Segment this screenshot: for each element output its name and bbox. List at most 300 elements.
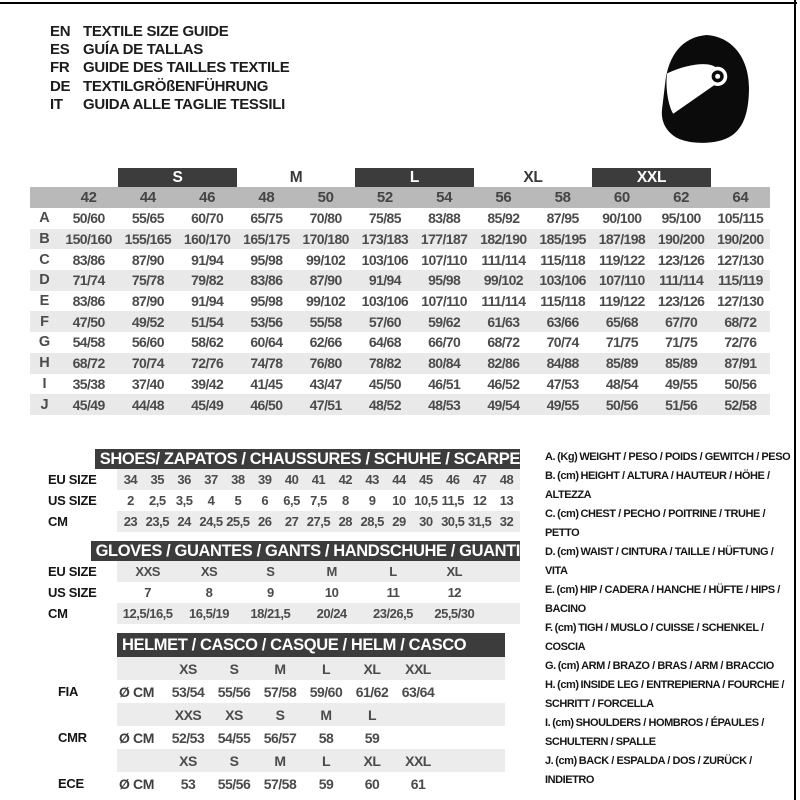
language-code: IT bbox=[50, 96, 63, 114]
sub-header-row bbox=[48, 541, 520, 561]
measurement-cell: 103/106 bbox=[361, 293, 409, 310]
row-letter: C bbox=[39, 251, 50, 268]
legend-item bbox=[545, 676, 795, 714]
language-code: ES bbox=[50, 41, 70, 59]
measurement-cell: 182/190 bbox=[480, 231, 527, 248]
value-cell: 28 bbox=[338, 514, 353, 529]
value-cell: 11,5 bbox=[441, 493, 465, 508]
measurement-cell: 165/175 bbox=[243, 231, 290, 248]
value-cell: 5 bbox=[234, 493, 242, 508]
measurement-cell: 185/195 bbox=[539, 231, 586, 248]
row-label-spacer bbox=[30, 187, 59, 208]
legend-unit: (cm) bbox=[552, 717, 574, 729]
value-cell: 7 bbox=[144, 585, 152, 600]
helmet-values bbox=[117, 680, 505, 703]
legend-key: F. bbox=[545, 622, 553, 634]
measurement-cell: 51/56 bbox=[665, 396, 698, 413]
measurement-row bbox=[30, 208, 770, 229]
measurement-cell: 87/90 bbox=[309, 272, 342, 289]
measurement-row bbox=[30, 249, 770, 270]
measurement-cell: 83/88 bbox=[428, 210, 461, 227]
legend-key: H. bbox=[545, 679, 556, 691]
measurement-cell: 64/68 bbox=[368, 334, 401, 351]
measurement-cell: 46/50 bbox=[250, 396, 283, 413]
size-header-cell: 56 bbox=[495, 189, 512, 206]
measurement-cell: 72/76 bbox=[191, 355, 224, 372]
helmet-size-cell: S bbox=[229, 752, 239, 769]
sub-data-row bbox=[48, 561, 520, 582]
measurement-row bbox=[30, 311, 770, 332]
measurement-row bbox=[30, 291, 770, 312]
helmet-data-row bbox=[40, 726, 505, 749]
measurement-legend bbox=[545, 448, 795, 790]
value-cell: 8 bbox=[341, 493, 349, 508]
measurement-cell: 50/56 bbox=[724, 375, 757, 392]
measurement-cell: 187/198 bbox=[598, 231, 646, 248]
value-cell: 2,5 bbox=[149, 493, 166, 508]
measurement-cell: 46/52 bbox=[487, 375, 520, 392]
value-cell: 38 bbox=[231, 472, 245, 487]
measurement-cell: 111/114 bbox=[481, 293, 526, 310]
measurement-cell: 60/70 bbox=[191, 210, 224, 227]
legend-unit: (cm) bbox=[557, 679, 579, 691]
measurement-cell: 78/82 bbox=[368, 355, 401, 372]
measurement-cell: 68/72 bbox=[724, 313, 757, 330]
value-cell: 3,5 bbox=[175, 493, 193, 508]
legend-text: INSIDE LEG / ENTREPIERNA / FOURCHE / SCHRITT / FORCELLA bbox=[545, 679, 784, 710]
value-cell: 18/21,5 bbox=[250, 606, 291, 621]
legend-item bbox=[545, 543, 795, 581]
standard-cmr-label: CMR bbox=[58, 730, 87, 745]
size-group-spacer bbox=[711, 168, 770, 187]
measurement-cell: 49/55 bbox=[665, 375, 698, 392]
legend-text: BACK / ESPALDA / DOS / ZURÜCK / INDIETRO bbox=[545, 755, 752, 786]
value-cell: 23,5 bbox=[145, 514, 169, 529]
measurement-cell: 190/200 bbox=[717, 231, 764, 248]
value-cell: 32 bbox=[499, 514, 514, 529]
unit-spacer bbox=[117, 703, 165, 726]
measurement-cell: 111/114 bbox=[481, 251, 526, 268]
measurement-row bbox=[30, 332, 770, 353]
measurement-cell: 173/183 bbox=[361, 231, 409, 248]
legend-key: J. bbox=[545, 755, 554, 767]
sub-row-values bbox=[117, 469, 520, 490]
measurement-cell: 65/75 bbox=[250, 210, 283, 227]
sub-data-row bbox=[48, 490, 520, 511]
measurement-cell: 70/80 bbox=[309, 210, 342, 227]
legend-unit: (cm) bbox=[557, 660, 580, 672]
measurement-cell: 70/74 bbox=[546, 334, 579, 351]
legend-text: HEIGHT / ALTURA / HAUTEUR / HÖHE / ALTEZZA bbox=[545, 470, 770, 501]
diameter-unit-label: Ø CM bbox=[119, 683, 154, 700]
value-cell: 23/26,5 bbox=[373, 606, 413, 621]
measurement-cell: 67/70 bbox=[665, 313, 698, 330]
row-letter: D bbox=[39, 272, 50, 289]
unit-spacer bbox=[117, 657, 165, 680]
value-cell: 12 bbox=[447, 585, 462, 600]
helmet-size-cell: L bbox=[321, 660, 331, 677]
row-letter: F bbox=[40, 313, 49, 330]
value-cell: 46 bbox=[446, 472, 460, 487]
size-header-cell: 48 bbox=[258, 189, 275, 206]
measurement-cell: 170/180 bbox=[302, 231, 349, 248]
legend-item bbox=[545, 448, 795, 467]
sub-data-row bbox=[48, 469, 520, 490]
legend-unit: (cm) bbox=[554, 622, 577, 634]
guide-title: GUIDE DES TAILLES TEXTILE bbox=[83, 59, 290, 77]
legend-text: CHEST / PECHO / POITRINE / TRUHE / PETTO bbox=[545, 508, 766, 539]
legend-text: WEIGHT / PESO / POIDS / GEWITCH / PESO bbox=[579, 451, 791, 463]
legend-text: TIGH / MUSLO / CUISSE / SCHENKEL / COSCIA bbox=[545, 622, 764, 653]
helmet-title: HELMET / CASCO / CASQUE / HELM / CASCO bbox=[117, 633, 505, 657]
value-cell: 47 bbox=[472, 472, 487, 487]
size-group-xxl: XXL bbox=[592, 168, 711, 187]
helmet-sizes bbox=[117, 703, 505, 726]
language-row bbox=[50, 59, 289, 77]
helmet-values bbox=[117, 726, 505, 749]
legend-text: HIP / CADERA / HANCHE / HÜFTE / HIPS / BACINO bbox=[545, 584, 780, 615]
legend-key: A. bbox=[545, 451, 556, 463]
measurement-cell: 115/119 bbox=[717, 272, 763, 289]
measurement-cell: 82/86 bbox=[487, 355, 520, 372]
measurement-cell: 91/94 bbox=[191, 251, 224, 268]
measurement-cell: 39/42 bbox=[191, 375, 224, 392]
helmet-size-cell: S bbox=[229, 660, 239, 677]
measurement-cell: 75/85 bbox=[368, 210, 401, 227]
legend-unit: (cm) bbox=[555, 755, 577, 767]
value-cell: 48 bbox=[499, 472, 514, 487]
measurement-cell: 111/114 bbox=[659, 272, 704, 289]
measurement-cell: 150/160 bbox=[65, 231, 112, 248]
value-cell: L bbox=[389, 564, 397, 579]
helmet-size-cell: M bbox=[274, 660, 286, 677]
measurement-cell: 48/54 bbox=[605, 375, 638, 392]
row-letter: B bbox=[39, 231, 50, 248]
measurement-cell: 87/95 bbox=[546, 210, 579, 227]
value-cell: 41 bbox=[311, 472, 326, 487]
measurement-cell: 123/126 bbox=[657, 251, 705, 268]
measurement-cell: 49/52 bbox=[131, 313, 164, 330]
sub-row-label: CM bbox=[48, 606, 68, 621]
helmet-value-cell: 60 bbox=[364, 775, 380, 792]
sub-data-row bbox=[48, 582, 520, 603]
measurement-cell: 37/40 bbox=[131, 375, 164, 392]
value-cell: 29 bbox=[392, 514, 406, 529]
value-cell: 8 bbox=[205, 585, 213, 600]
sub-row-values bbox=[117, 603, 520, 624]
sub-row-label: EU SIZE bbox=[48, 564, 97, 579]
value-cell: 9 bbox=[368, 493, 376, 508]
measurement-row bbox=[30, 270, 770, 291]
value-cell: 34 bbox=[123, 472, 138, 487]
measurement-cell: 127/130 bbox=[717, 251, 764, 268]
value-cell: 20/24 bbox=[316, 606, 347, 621]
value-cell: 24,5 bbox=[199, 514, 223, 529]
size-group-header-row bbox=[59, 168, 770, 187]
measurement-cell: 48/52 bbox=[368, 396, 401, 413]
measurement-cell: 87/90 bbox=[131, 251, 164, 268]
value-cell: 12,5/16,5 bbox=[122, 606, 173, 621]
sub-row-label: CM bbox=[48, 514, 68, 529]
measurement-cell: 61/63 bbox=[487, 313, 520, 330]
value-cell: 37 bbox=[204, 472, 218, 487]
legend-unit: (cm) bbox=[557, 508, 579, 520]
value-cell: 10 bbox=[324, 585, 339, 600]
value-cell: 35 bbox=[150, 472, 165, 487]
value-cell: 39 bbox=[257, 472, 272, 487]
measurement-cell: 52/58 bbox=[724, 396, 757, 413]
legend-unit: (cm) bbox=[557, 546, 579, 558]
helmet-value-cell: 54/55 bbox=[217, 729, 251, 746]
helmet-value-cell: 53/54 bbox=[171, 683, 205, 700]
measurement-cell: 155/165 bbox=[124, 231, 172, 248]
sub-label-spacer bbox=[48, 449, 95, 469]
measurement-cell: 45/49 bbox=[72, 396, 105, 413]
size-header-cell: 42 bbox=[80, 189, 97, 206]
helmet-sizes bbox=[117, 657, 505, 680]
value-cell: 30 bbox=[419, 514, 433, 529]
measurement-cell: 107/110 bbox=[599, 272, 645, 289]
textile-table-body bbox=[30, 208, 770, 415]
language-code: EN bbox=[50, 22, 71, 40]
helmet-size-cell: XL bbox=[363, 752, 381, 769]
language-code: FR bbox=[50, 59, 70, 77]
value-cell: 45 bbox=[419, 472, 433, 487]
guide-title: TEXTILGRÖßENFÜHRUNG bbox=[83, 77, 269, 95]
row-letter: J bbox=[40, 396, 49, 413]
measurement-cell: 90/100 bbox=[602, 210, 642, 227]
legend-item bbox=[545, 657, 795, 676]
legend-item bbox=[545, 505, 795, 543]
helmet-value-cell: 55/56 bbox=[217, 775, 251, 792]
measurement-cell: 53/56 bbox=[250, 313, 283, 330]
value-cell: 24 bbox=[177, 514, 191, 529]
value-cell: 13 bbox=[499, 493, 514, 508]
measurement-cell: 45/49 bbox=[191, 396, 224, 413]
value-cell: 6 bbox=[261, 493, 269, 508]
legend-unit: (cm) bbox=[556, 584, 578, 596]
language-row bbox=[50, 40, 289, 58]
value-cell: 27,5 bbox=[306, 514, 331, 529]
diameter-unit-label: Ø CM bbox=[119, 729, 154, 746]
measurement-cell: 107/110 bbox=[421, 293, 467, 310]
measurement-cell: 115/118 bbox=[540, 251, 586, 268]
measurement-cell: 75/78 bbox=[131, 272, 164, 289]
measurement-cell: 60/64 bbox=[250, 334, 283, 351]
legend-unit: (Kg) bbox=[557, 451, 578, 463]
shoes-size-table bbox=[48, 449, 520, 532]
sub-row-values bbox=[117, 490, 520, 511]
measurement-cell: 68/72 bbox=[487, 334, 520, 351]
legend-item bbox=[545, 752, 795, 790]
measurement-cell: 55/58 bbox=[309, 313, 342, 330]
value-cell: S bbox=[266, 564, 275, 579]
measurement-cell: 71/75 bbox=[605, 334, 638, 351]
helmet-size-row bbox=[40, 657, 505, 680]
standard-ece-label: ECE bbox=[58, 776, 84, 791]
measurement-cell: 47/50 bbox=[72, 313, 105, 330]
row-letter: E bbox=[39, 293, 50, 310]
measurement-cell: 35/38 bbox=[72, 375, 105, 392]
measurement-cell: 107/110 bbox=[421, 251, 467, 268]
measurement-cell: 71/74 bbox=[72, 272, 105, 289]
measurement-cell: 59/62 bbox=[428, 313, 461, 330]
legend-item bbox=[545, 714, 795, 752]
sub-data-row bbox=[48, 603, 520, 624]
measurement-cell: 50/56 bbox=[605, 396, 638, 413]
helmet-label-spacer bbox=[40, 633, 117, 657]
measurement-cell: 68/72 bbox=[72, 355, 105, 372]
sub-row-values bbox=[117, 561, 520, 582]
helmet-value-cell: 63/64 bbox=[401, 683, 435, 700]
helmet-size-cell: XXL bbox=[405, 660, 431, 677]
measurement-cell: 48/53 bbox=[428, 396, 461, 413]
measurement-cell: 123/126 bbox=[657, 293, 705, 310]
measurement-row bbox=[30, 353, 770, 374]
helmet-size-cell: XS bbox=[179, 752, 197, 769]
size-header-cell: 52 bbox=[376, 189, 393, 206]
legend-text: ARM / BRAZO / BRAS / ARM / BRACCIO bbox=[581, 660, 774, 672]
sub-data-row bbox=[48, 511, 520, 532]
value-cell: 36 bbox=[177, 472, 191, 487]
value-cell: 4 bbox=[207, 493, 215, 508]
value-cell: 23 bbox=[123, 514, 138, 529]
size-header-cell: 50 bbox=[317, 189, 334, 206]
helmet-size-cell: M bbox=[274, 752, 286, 769]
measurement-cell: 79/82 bbox=[191, 272, 224, 289]
helmet-size-table bbox=[40, 633, 505, 795]
measurement-cell: 95/98 bbox=[250, 293, 283, 310]
measurement-cell: 91/94 bbox=[191, 293, 224, 310]
size-header-cell: 46 bbox=[199, 189, 216, 206]
helmet-value-cell: 59 bbox=[318, 775, 334, 792]
language-title-list bbox=[50, 22, 289, 114]
measurement-cell: 47/53 bbox=[546, 375, 579, 392]
legend-key: G. bbox=[545, 660, 556, 672]
value-cell: 6,5 bbox=[283, 493, 300, 508]
legend-item bbox=[545, 467, 795, 505]
row-letter: A bbox=[39, 210, 50, 227]
measurement-cell: 91/94 bbox=[368, 272, 401, 289]
measurement-cell: 49/55 bbox=[546, 396, 579, 413]
language-code: DE bbox=[50, 77, 71, 95]
size-header-cell: 62 bbox=[673, 189, 690, 206]
value-cell: XXS bbox=[135, 564, 160, 579]
legend-key: C. bbox=[545, 508, 556, 520]
legend-item bbox=[545, 619, 795, 657]
measurement-cell: 45/50 bbox=[368, 375, 401, 392]
diameter-unit-label: Ø CM bbox=[119, 775, 154, 792]
value-cell: 40 bbox=[284, 472, 299, 487]
helmet-size-cell: XXL bbox=[405, 752, 431, 769]
value-cell: 10 bbox=[392, 493, 406, 508]
sub-row-values bbox=[117, 511, 520, 532]
measurement-cell: 41/45 bbox=[250, 375, 283, 392]
value-cell: 25,5 bbox=[226, 514, 250, 529]
measurement-cell: 44/48 bbox=[131, 396, 164, 413]
value-cell: 16,5/19 bbox=[189, 606, 229, 621]
helmet-value-cell: 52/53 bbox=[171, 729, 205, 746]
measurement-row bbox=[30, 394, 770, 415]
value-cell: 2 bbox=[127, 493, 134, 508]
sub-row-values bbox=[117, 582, 520, 603]
measurement-row bbox=[30, 229, 770, 250]
language-row bbox=[50, 96, 289, 114]
size-group-xl: XL bbox=[523, 168, 543, 186]
measurement-cell: 85/89 bbox=[605, 355, 638, 372]
value-cell: 9 bbox=[266, 585, 274, 600]
value-cell: 27 bbox=[284, 514, 299, 529]
measurement-cell: 66/70 bbox=[428, 334, 461, 351]
measurement-cell: 50/60 bbox=[72, 210, 105, 227]
measurement-cell: 99/102 bbox=[306, 251, 346, 268]
helmet-icon bbox=[652, 28, 751, 146]
helmet-size-cell: XS bbox=[225, 706, 243, 723]
size-header-cell: 64 bbox=[732, 189, 749, 206]
row-letter: G bbox=[38, 334, 51, 351]
size-group-s: S bbox=[118, 168, 237, 187]
unit-spacer bbox=[117, 749, 165, 772]
measurement-cell: 49/54 bbox=[487, 396, 520, 413]
helmet-size-row bbox=[40, 749, 505, 772]
legend-item bbox=[545, 581, 795, 619]
measurement-cell: 160/170 bbox=[183, 231, 231, 248]
helmet-value-cell: 53 bbox=[180, 775, 196, 792]
helmet-sizes bbox=[117, 749, 505, 772]
measurement-cell: 99/102 bbox=[306, 293, 346, 310]
language-row bbox=[50, 22, 289, 40]
measurement-cell: 119/122 bbox=[599, 251, 645, 268]
measurement-cell: 85/89 bbox=[665, 355, 698, 372]
sub-label-spacer bbox=[48, 541, 91, 561]
measurement-cell: 83/86 bbox=[72, 293, 105, 310]
value-cell: 25,5/30 bbox=[434, 606, 475, 621]
helmet-value-cell: 59 bbox=[364, 729, 380, 746]
value-cell: XL bbox=[446, 564, 463, 579]
measurement-cell: 127/130 bbox=[717, 293, 764, 310]
helmet-header-row bbox=[40, 633, 505, 657]
helmet-size-cell: L bbox=[321, 752, 331, 769]
measurement-cell: 72/76 bbox=[724, 334, 757, 351]
measurement-cell: 56/60 bbox=[131, 334, 164, 351]
measurement-cell: 83/86 bbox=[250, 272, 283, 289]
value-cell: M bbox=[326, 564, 337, 579]
measurement-cell: 70/74 bbox=[131, 355, 164, 372]
measurement-cell: 63/66 bbox=[546, 313, 579, 330]
helmet-label-spacer bbox=[40, 703, 117, 726]
helmet-data-row bbox=[40, 772, 505, 795]
measurement-cell: 95/98 bbox=[428, 272, 461, 289]
size-group-m: M bbox=[289, 168, 303, 186]
helmet-value-cell: 58 bbox=[318, 729, 334, 746]
textile-size-table bbox=[30, 168, 770, 415]
measurement-cell: 95/100 bbox=[661, 210, 701, 227]
measurement-cell: 58/62 bbox=[191, 334, 224, 351]
language-row bbox=[50, 77, 289, 95]
value-cell: 12 bbox=[472, 493, 487, 508]
helmet-value-cell: 56/57 bbox=[263, 729, 297, 746]
legend-unit: (cm) bbox=[557, 470, 579, 482]
legend-key: I. bbox=[545, 717, 551, 729]
measurement-cell: 74/78 bbox=[250, 355, 283, 372]
helmet-value-cell: 61/62 bbox=[355, 683, 389, 700]
measurement-cell: 115/118 bbox=[540, 293, 586, 310]
helmet-size-cell: S bbox=[275, 706, 285, 723]
value-cell: 43 bbox=[365, 472, 379, 487]
value-cell: 7,5 bbox=[310, 493, 327, 508]
helmet-label-spacer bbox=[40, 749, 117, 772]
sub-row-label: EU SIZE bbox=[48, 472, 97, 487]
